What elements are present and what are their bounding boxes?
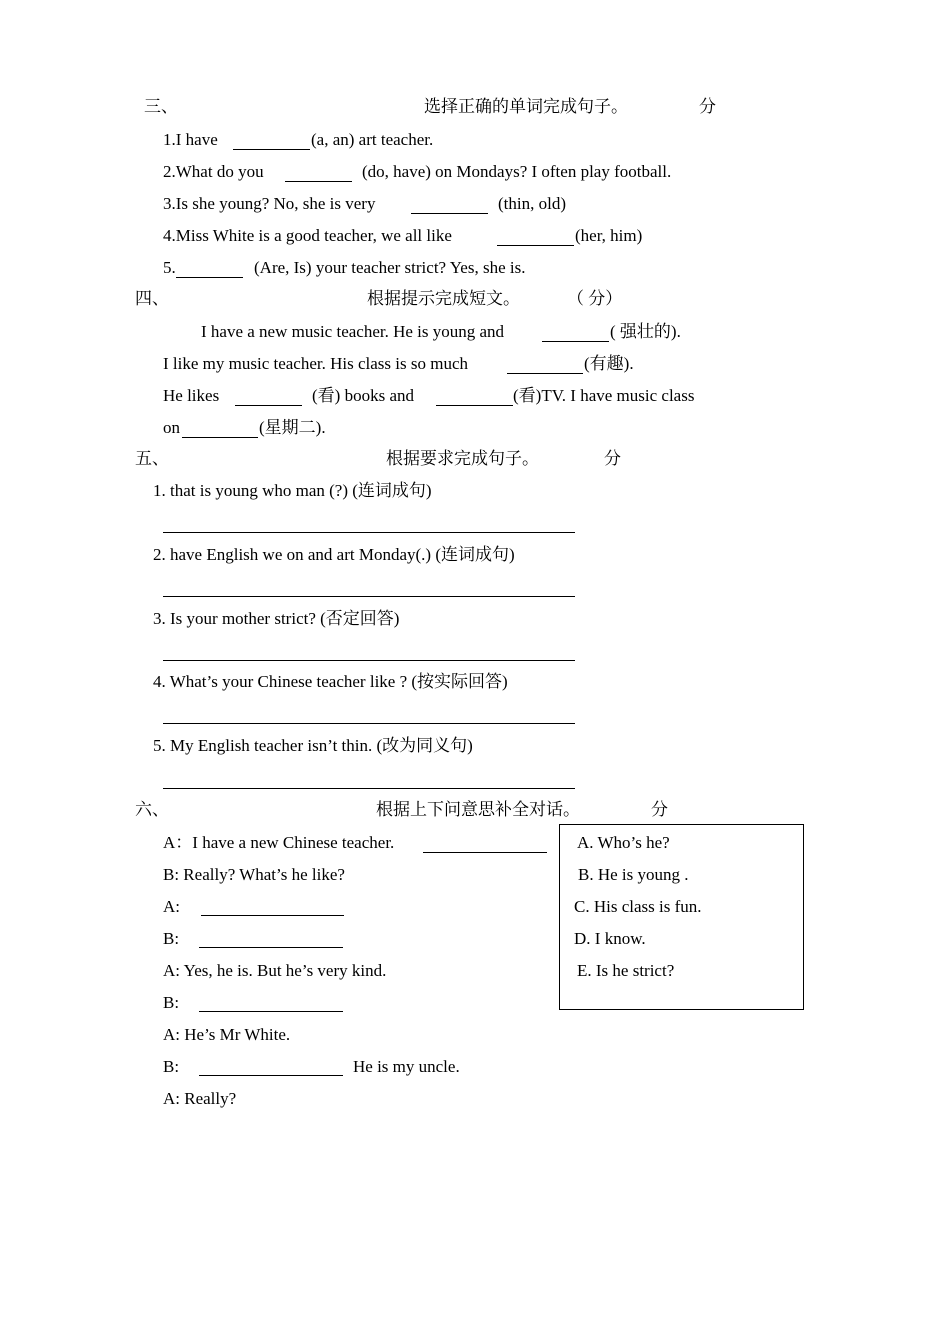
- dialog-line-3: A:: [163, 897, 180, 916]
- dialog-blank-5[interactable]: [199, 1075, 343, 1076]
- s3-item-1-text: 1.I have: [163, 130, 218, 149]
- s3-item-5-blank[interactable]: [176, 277, 243, 278]
- option-b: B. He is young .: [578, 865, 689, 884]
- s5-item-5-answer-line[interactable]: [163, 788, 575, 789]
- s5-item-1-answer-line[interactable]: [163, 532, 575, 533]
- option-a: A. Who’s he?: [577, 833, 670, 852]
- s5-item-1-prompt: 1. that is young who man (?) (连词成句): [153, 481, 432, 500]
- s5-item-5-prompt: 5. My English teacher isn’t thin. (改为同义句): [153, 736, 473, 755]
- s5-item-4-prompt: 4. What’s your Chinese teacher like ? (按实际回答): [153, 672, 508, 691]
- s4-line-2-hint: (有趣).: [584, 354, 634, 373]
- s4-line-2-blank[interactable]: [507, 373, 583, 374]
- section-4-score: （ 分）: [567, 289, 623, 308]
- section-4-number: 四、: [135, 289, 169, 308]
- section-5-score: 分: [604, 449, 621, 468]
- dialog-blank-4[interactable]: [199, 1011, 343, 1012]
- s4-line-3-end: (看)TV. I have music class: [513, 386, 695, 405]
- dialog-line-2: B: Really? What’s he like?: [163, 865, 345, 884]
- s5-item-4-answer-line[interactable]: [163, 723, 575, 724]
- section-6-title: 根据上下问意思补全对话。: [376, 800, 580, 819]
- s4-line-4-text: on: [163, 418, 180, 437]
- dialog-line-4: B:: [163, 929, 180, 948]
- s3-item-4-text: 4.Miss White is a good teacher, we all like: [163, 226, 452, 245]
- s3-item-5-text: 5.: [163, 258, 176, 277]
- section-5-number: 五、: [135, 449, 169, 468]
- s5-item-2-prompt: 2. have English we on and art Monday(.) (连词成句): [153, 545, 515, 564]
- s3-item-3-text: 3.Is she young? No, she is very: [163, 194, 376, 213]
- s4-line-3-blank-1[interactable]: [235, 405, 302, 406]
- section-3-number: 三、: [144, 97, 178, 116]
- dialog-line-8: B:: [163, 1057, 180, 1076]
- dialog-blank-2[interactable]: [201, 915, 344, 916]
- s3-item-5-options: (Are, Is) your teacher strict? Yes, she is.: [254, 258, 526, 277]
- dialog-line-1: A：I have a new Chinese teacher.: [163, 833, 395, 852]
- s4-line-3-text: He likes: [163, 386, 220, 405]
- dialog-line-5: A: Yes, he is. But he’s very kind.: [163, 961, 387, 980]
- s4-line-2-text: I like my music teacher. His class is so much: [163, 354, 468, 373]
- dialog-line-8-after: He is my uncle.: [353, 1057, 460, 1076]
- s4-line-1-blank[interactable]: [542, 341, 609, 342]
- section-6-score: 分: [651, 800, 668, 819]
- s4-line-1-hint: ( 强壮的).: [610, 322, 681, 341]
- s4-line-1-text: I have a new music teacher. He is young and: [201, 322, 505, 341]
- dialog-blank-1[interactable]: [423, 852, 547, 853]
- s3-item-4-blank[interactable]: [497, 245, 574, 246]
- section-4-title: 根据提示完成短文。: [367, 289, 520, 308]
- s5-item-2-answer-line[interactable]: [163, 596, 575, 597]
- option-e: E. Is he strict?: [577, 961, 675, 980]
- s4-line-4-blank[interactable]: [182, 437, 258, 438]
- section-3-title: 选择正确的单词完成句子。: [424, 97, 628, 116]
- s3-item-2-text: 2.What do you: [163, 162, 264, 181]
- section-6-number: 六、: [135, 800, 169, 819]
- option-c: C. His class is fun.: [574, 897, 702, 916]
- s3-item-2-blank[interactable]: [285, 181, 352, 182]
- s3-item-4-options: (her, him): [575, 226, 643, 245]
- dialog-line-7: A: He’s Mr White.: [163, 1025, 291, 1044]
- s4-line-3-middle: (看) books and: [312, 386, 414, 405]
- s4-line-3-blank-2[interactable]: [436, 405, 513, 406]
- s5-item-3-answer-line[interactable]: [163, 660, 575, 661]
- s3-item-2-options: (do, have) on Mondays? I often play football.: [362, 162, 672, 181]
- s4-line-4-hint: (星期二).: [259, 418, 326, 437]
- s3-item-3-options: (thin, old): [498, 194, 566, 213]
- s3-item-3-blank[interactable]: [411, 213, 488, 214]
- option-d: D. I know.: [574, 929, 646, 948]
- dialog-line-6: B:: [163, 993, 180, 1012]
- section-3-score: 分: [699, 97, 716, 116]
- s5-item-3-prompt: 3. Is your mother strict? (否定回答): [153, 609, 400, 628]
- dialog-line-9: A: Really?: [163, 1089, 237, 1108]
- dialog-blank-3[interactable]: [199, 947, 343, 948]
- section-5-title: 根据要求完成句子。: [386, 449, 539, 468]
- s3-item-1-options: (a, an) art teacher.: [311, 130, 434, 149]
- s3-item-1-blank[interactable]: [233, 149, 310, 150]
